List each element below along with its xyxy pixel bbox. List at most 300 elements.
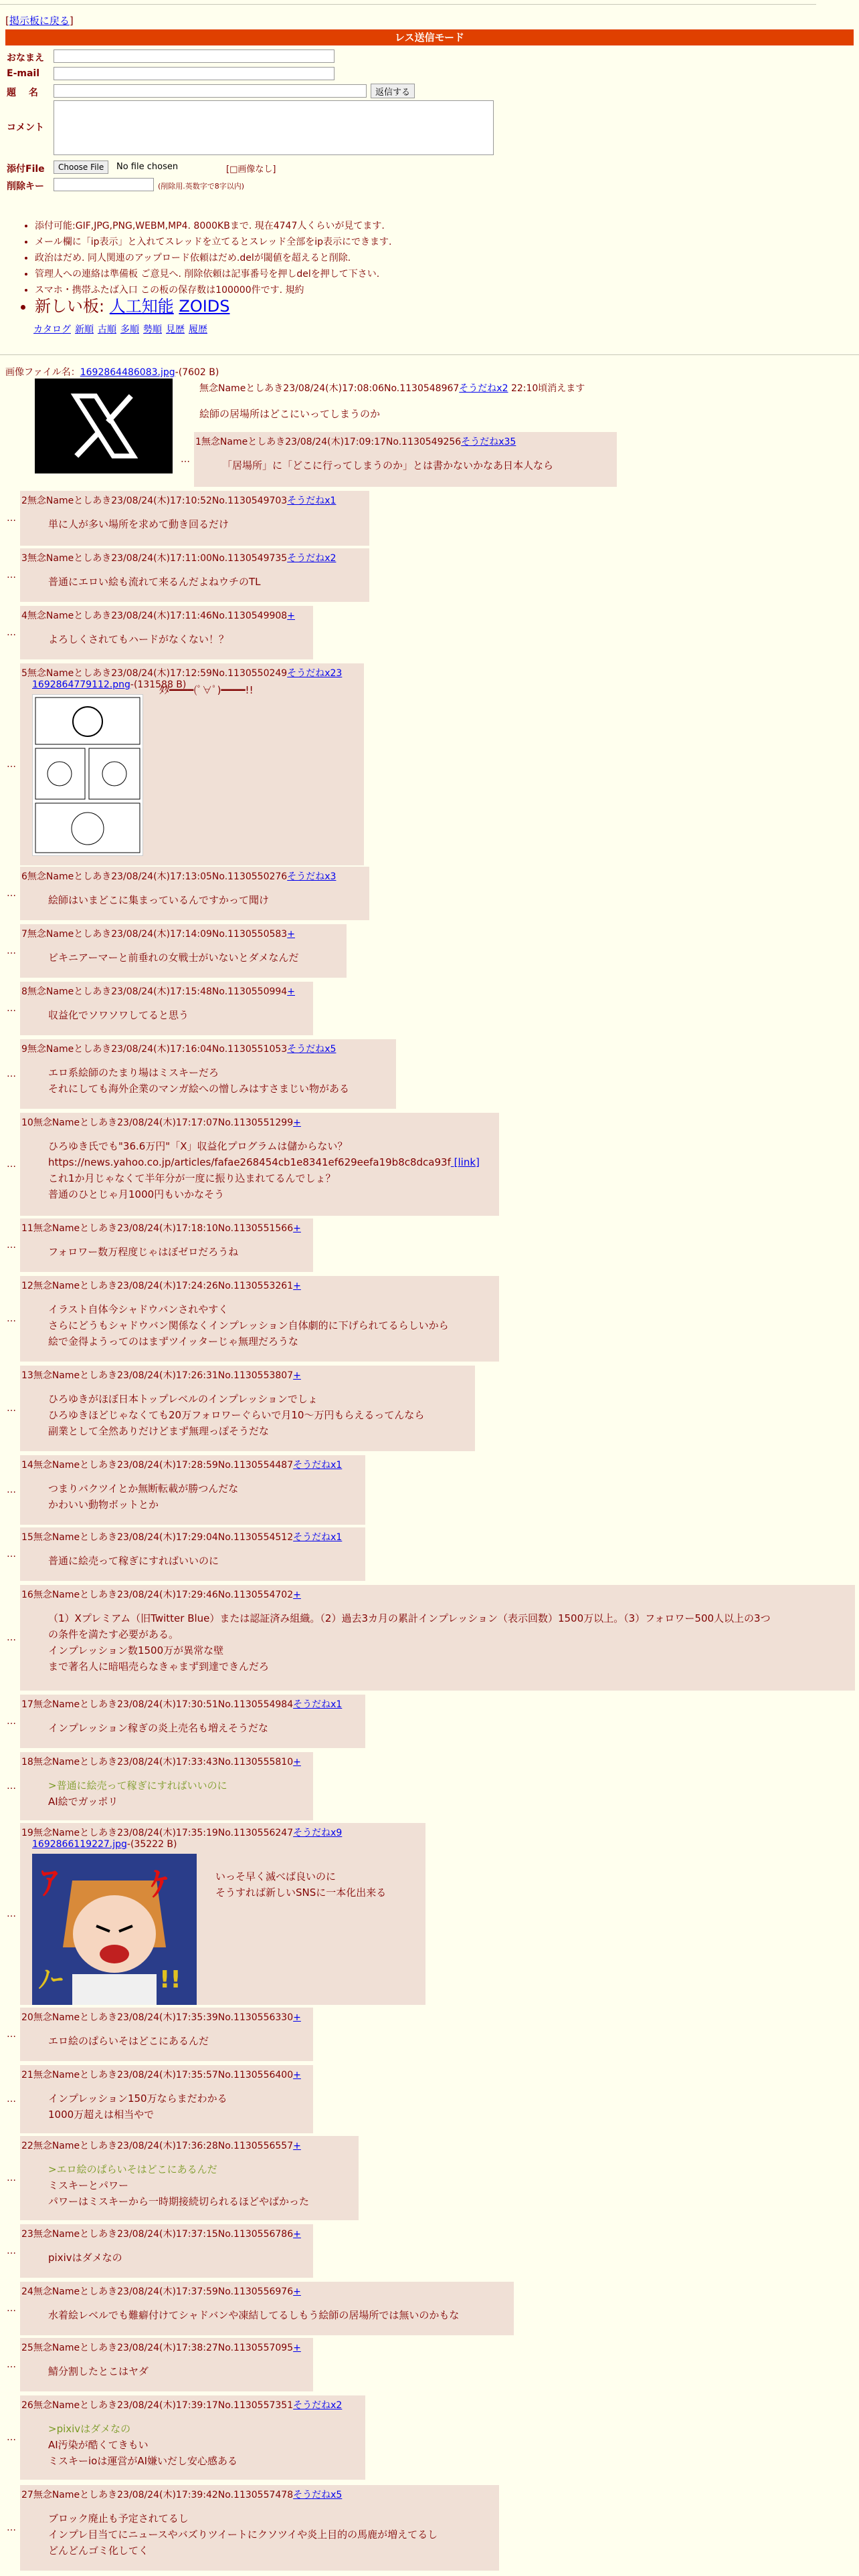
soudane-button[interactable]: そうだねx2: [293, 2400, 343, 2411]
sort-new-link[interactable]: 新順: [75, 324, 94, 335]
reply-header-text: 無念Nameとしあき23/08/24(木)17:14:09No.1130550583: [27, 929, 288, 940]
reply-header-text: 無念Nameとしあき23/08/24(木)17:29:04No.1130554512: [33, 1532, 294, 1543]
reply-header-text: 無念Nameとしあき23/08/24(木)17:35:39No.1130556330: [33, 2012, 294, 2023]
reply-header-text: 無念Nameとしあき23/08/24(木)17:09:17No.1130549256: [201, 437, 462, 447]
svg-text:!!: !!: [159, 1966, 181, 1994]
svg-text:ｹ: ｹ: [151, 1866, 168, 1903]
reply-header: [21, 1588, 850, 1601]
reply-post: [20, 1366, 475, 1451]
reply-body: [48, 574, 364, 590]
subject-field[interactable]: [54, 84, 367, 98]
note-item: • 政治はだめ. 同人関連のアップロード依頼はだめ.delが閾値を超えると削除.: [35, 250, 391, 266]
body-line: イラスト自体今シャドウバンされやすく: [48, 1303, 229, 1315]
new-board-ai-link[interactable]: 人工知能: [109, 297, 174, 316]
reply-post: [20, 2338, 313, 2391]
reply-body: [222, 457, 611, 473]
soudane-button[interactable]: そうだねx23: [287, 668, 343, 679]
body-line: つまりバクツイとか無断転載が勝つんだな: [48, 1483, 239, 1495]
no-image-checkbox[interactable]: [□画像なし]: [226, 165, 276, 175]
body-line: フォロワー数万程度じゃはぼゼロだろうね: [48, 1246, 239, 1258]
reply-body: [48, 1138, 494, 1202]
reply-number: 27: [21, 2490, 33, 2500]
body-line: これ1か月じゃなくて半年分が一度に振り込まれてるんでしょ？: [48, 1172, 336, 1184]
body-line: AI汚染が酷くてきもい: [48, 2439, 149, 2451]
reply-post: [20, 2065, 313, 2133]
reply-post: [20, 1695, 365, 1748]
reply-indent-dots: …: [7, 2173, 16, 2183]
reply-header: [21, 494, 364, 507]
history-link[interactable]: 履歴: [189, 324, 207, 335]
soudane-button[interactable]: そうだねx1: [293, 1460, 343, 1471]
viewed-history-link[interactable]: 見歴: [166, 324, 185, 335]
email-label: E-mail: [7, 68, 40, 79]
reply-indent-dots: …: [7, 2094, 16, 2105]
reply-indent-dots: …: [7, 2029, 16, 2040]
reply-header-text: 無念Nameとしあき23/08/24(木)17:29:46No.1130554702: [33, 1590, 294, 1600]
op-soudane-button[interactable]: そうだねx2: [459, 383, 508, 394]
reply-post: [20, 2136, 359, 2220]
reply-body: [48, 1301, 494, 1350]
soudane-button[interactable]: そうだねx35: [461, 437, 516, 447]
reply-indent-dots: …: [7, 1485, 16, 1495]
reply-body: [48, 631, 308, 647]
reply-header-text: 無念Nameとしあき23/08/24(木)17:17:07No.1130551299: [33, 1117, 294, 1128]
reply-indent-dots: …: [7, 2432, 16, 2443]
reply-header: [21, 1755, 308, 1768]
reply-header-text: 無念Nameとしあき23/08/24(木)17:38:27No.1130557095: [33, 2343, 294, 2353]
soudane-button[interactable]: そうだねx1: [287, 496, 337, 506]
reply-post: [20, 491, 369, 546]
body-line: いっそ早く滅べば良いのに: [215, 1870, 337, 1883]
reply-number: 6: [21, 871, 27, 882]
reply-header: [21, 2488, 494, 2501]
reply-number: 11: [21, 1223, 33, 1234]
reply-post: [20, 1752, 313, 1820]
reply-header-text: 無念Nameとしあき23/08/24(木)17:15:48No.1130550994: [27, 986, 288, 997]
quoted-line: >pixivはダメなの: [48, 2423, 131, 2435]
reply-header-text: 無念Nameとしあき23/08/24(木)17:39:42No.1130557478: [33, 2490, 294, 2500]
new-board-line: [35, 298, 391, 314]
reply-header-text: 無念Nameとしあき23/08/24(木)17:37:15No.1130556786: [33, 2229, 294, 2240]
reply-post: [20, 2008, 313, 2061]
soudane-button[interactable]: そうだねx5: [287, 1044, 337, 1055]
reply-header: [21, 609, 308, 622]
delkey-note: (削除用.英数字で8字以内): [158, 182, 245, 191]
reply-header: [21, 2398, 360, 2411]
reply-body: [215, 1868, 420, 1901]
soudane-button[interactable]: そうだねx2: [287, 553, 337, 564]
reply-indent-dots: …: [181, 454, 190, 465]
reply-header: [21, 1042, 391, 1055]
body-line: ブロック廃止も予定されてるし: [48, 2512, 189, 2525]
catalog-link[interactable]: カタログ: [33, 324, 71, 335]
soudane-button[interactable]: +: [287, 929, 295, 940]
back-to-board-link[interactable]: 掲示板に戻る: [9, 15, 70, 27]
reply-file-link[interactable]: 1692866119227.jpg: [32, 1839, 127, 1850]
body-line: 単に人が多い場所を求めて動き回るだけ: [48, 518, 229, 530]
body-line: 「居場所」に「どこに行ってしまうのか」とは書かないかなあ日本人なら: [222, 459, 554, 471]
body-line: インプレッション稼ぎの炎上売名も増えそうだな: [48, 1722, 268, 1734]
reply-number: 7: [21, 929, 27, 940]
reply-body: [159, 682, 359, 698]
anime-character-icon: [32, 1854, 197, 2005]
reply-form: [5, 48, 855, 194]
reply-header: [195, 435, 611, 448]
reply-indent-dots: …: [7, 513, 16, 524]
reply-number: 26: [21, 2400, 33, 2411]
op-file-info: [5, 365, 855, 379]
reply-indent-dots: …: [7, 570, 16, 580]
reply-header-text: 無念Nameとしあき23/08/24(木)17:24:26No.1130553261: [33, 1281, 294, 1291]
reply-indent-dots: …: [7, 1003, 16, 1014]
comic-panels-icon: [33, 695, 142, 855]
reply-body: [48, 2250, 308, 2266]
soudane-button[interactable]: そうだねx1: [293, 1699, 343, 1710]
reply-number: 25: [21, 2343, 33, 2353]
reply-number: 8: [21, 986, 27, 997]
reply-indent-dots: …: [7, 2246, 16, 2256]
body-line: 1000万超えは相当やで: [48, 2109, 155, 2121]
reply-body: [48, 2307, 508, 2323]
reply-indent-dots: …: [7, 759, 16, 770]
svg-text:ﾉｰ: ﾉｰ: [39, 1966, 63, 1994]
reply-number: 14: [21, 1460, 33, 1471]
external-link[interactable]: [link]: [450, 1156, 480, 1168]
no-file-text: No file chosen: [116, 162, 179, 172]
comment-row: [5, 100, 855, 159]
reply-body: [48, 1778, 308, 1810]
reply-header-text: 無念Nameとしあき23/08/24(木)17:37:59No.1130556976: [33, 2286, 294, 2297]
reply-indent-dots: …: [7, 888, 16, 899]
reply-header: [21, 1115, 494, 1129]
comic-thumbnail-image[interactable]: [32, 694, 143, 856]
soudane-button[interactable]: +: [293, 1590, 301, 1600]
reply-indent-dots: …: [7, 1403, 16, 1414]
body-line: エロ系絵師のたまり場はミスキーだろ: [48, 1067, 219, 1079]
note-item: • 管理人への連絡は準備板 ご意見へ. 削除依頼は記事番号を押しdelを押して下さい.: [35, 266, 391, 282]
soudane-button[interactable]: そうだねx1: [293, 1532, 343, 1543]
soudane-button[interactable]: +: [293, 2141, 301, 2151]
reply-mode-bar: レス送信モード: [5, 29, 854, 45]
reply-body: [48, 1553, 360, 1569]
soudane-button[interactable]: +: [293, 2012, 301, 2023]
body-line: それにしても海外企業のマンガ絵への憎しみはすさまじい物がある: [48, 1083, 350, 1095]
sort-momentum-link[interactable]: 勢順: [143, 324, 162, 335]
body-line: ひろゆき氏でも"36.6万円"「X」収益化プログラムは儲からない？: [48, 1140, 348, 1152]
reply-header-text: 無念Nameとしあき23/08/24(木)17:16:04No.1130551053: [27, 1044, 288, 1055]
reply-post: [20, 982, 313, 1035]
reply-header-text: 無念Nameとしあき23/08/24(木)17:12:59No.1130550249: [27, 668, 288, 679]
note-item: • メール欄に「ip表示」と入れてスレッドを立てるとスレッド全部をip表示にできます.: [35, 234, 391, 250]
reply-header: [21, 551, 364, 564]
reply-indent-dots: …: [7, 2303, 16, 2314]
reply-number: 15: [21, 1532, 33, 1543]
delete-key-field[interactable]: [54, 178, 154, 191]
back-link-wrap: [掲示板に戻る]: [5, 15, 74, 27]
name-field[interactable]: [54, 49, 335, 63]
op-image-x-logo[interactable]: [35, 379, 173, 473]
reply-number: 4: [21, 611, 27, 621]
reply-post: [20, 924, 347, 978]
soudane-button[interactable]: +: [293, 2070, 301, 2080]
soudane-button[interactable]: +: [293, 2343, 301, 2353]
body-line: さらにどうもシャドウバン関係なくインプレッション自体劇的に下げられてるらしいから: [48, 1319, 449, 1331]
email-row: [5, 66, 855, 83]
reply-indent-dots: …: [7, 1240, 16, 1251]
reply-header-text: 無念Nameとしあき23/08/24(木)17:13:05No.1130550276: [27, 871, 288, 882]
reply-header: [21, 1826, 420, 1839]
reply-post: [20, 1527, 365, 1581]
reply-indent-dots: …: [7, 1069, 16, 1079]
soudane-button[interactable]: そうだねx9: [293, 1828, 343, 1838]
reply-header: [21, 984, 308, 998]
reply-header-text: 無念Nameとしあき23/08/24(木)17:35:19No.1130556247: [33, 1828, 294, 1838]
reply-post: [20, 2282, 514, 2335]
note-item: • スマホ・携帯ふたば入口 この板の保存数は100000件です. 規約: [35, 282, 391, 298]
body-line: 絵師はいまどこに集まっているんですかって聞け: [48, 894, 270, 906]
reply-number: 21: [21, 2070, 33, 2080]
body-line: エロ絵のぱらいそはどこにあるんだ: [48, 2035, 209, 2047]
reply-indent-dots: …: [7, 627, 16, 638]
reply-indent-dots: …: [7, 1716, 16, 1727]
op-file-prefix: 画像ファイル名：: [5, 367, 80, 378]
body-line: よろしくされてもハードがなくない！？: [48, 633, 229, 645]
soudane-button[interactable]: そうだねx3: [287, 871, 337, 882]
body-line: ミスキーとパワー: [48, 2179, 129, 2191]
reply-post: [20, 2395, 365, 2480]
comment-textarea[interactable]: [54, 100, 494, 155]
reply-body: [48, 1610, 850, 1675]
reply-header: [21, 1279, 494, 1292]
svg-text:ｱ: ｱ: [41, 1864, 58, 1902]
soudane-button[interactable]: +: [293, 1370, 301, 1381]
reply-indent-dots: …: [7, 2359, 16, 2370]
body-line: 鯖分割したとこはヤダ: [48, 2365, 149, 2377]
reply-post: [20, 606, 313, 659]
reply-number: 24: [21, 2286, 33, 2297]
soudane-button[interactable]: +: [293, 2229, 301, 2240]
reply-number: 1: [195, 437, 201, 447]
body-line: 収益化でソワソワしてると思う: [48, 1009, 189, 1021]
reply-header-text: 無念Nameとしあき23/08/24(木)17:36:28No.1130556557: [33, 2141, 294, 2151]
reply-post: [194, 432, 617, 487]
quoted-line: >エロ絵のぱらいそはどこにあるんだ: [48, 2163, 217, 2175]
body-line: 副業として全然ありだけどまず無理っぽそうだな: [48, 1425, 270, 1437]
reply-header: [21, 2068, 308, 2081]
reply-body: [48, 516, 364, 532]
reply-number: 10: [21, 1117, 33, 1128]
soudane-button[interactable]: そうだねx5: [293, 2490, 343, 2500]
body-line: https://news.yahoo.co.jp/articles/fafae268454cb1e8341ef629eefa19b8c8dca93f [link]: [48, 1156, 480, 1168]
soudane-button[interactable]: +: [293, 2286, 301, 2297]
soudane-button[interactable]: +: [293, 1757, 301, 1767]
reply-body: [48, 2033, 308, 2049]
reply-body: [48, 2090, 308, 2123]
reply-number: 12: [21, 1281, 33, 1291]
body-line: かわいい動物ボットとか: [48, 1499, 159, 1511]
soudane-button[interactable]: +: [287, 986, 295, 997]
reply-body: [48, 1065, 391, 1097]
reply-header: [21, 1697, 360, 1711]
reply-header: [21, 1458, 360, 1471]
reply-file-info: [32, 679, 186, 690]
op-header: [199, 381, 585, 395]
reply-body: [48, 1244, 308, 1260]
reply-indent-dots: …: [7, 1159, 16, 1170]
new-board-zoids-link[interactable]: ZOIDS: [179, 297, 230, 316]
op-body: 絵師の居場所はどこにいってしまうのか: [199, 408, 381, 420]
reply-number: 2: [21, 496, 27, 506]
body-line: 絵で金得ようってのはまずツイッターじゃ無理だろうな: [48, 1335, 298, 1348]
top-rule: [0, 4, 816, 5]
body-line: ﾀﾀ━━━━(ﾟ∀ﾟ)━━━━!!: [159, 684, 254, 696]
reply-header-text: 無念Nameとしあき23/08/24(木)17:28:59No.1130554487: [33, 1460, 294, 1471]
reply-header-text: 無念Nameとしあき23/08/24(木)17:35:57No.1130556400: [33, 2070, 294, 2080]
comment-label: コメント: [7, 122, 44, 133]
new-board-prefix: 新しい板:: [35, 297, 105, 316]
reply-body: [48, 2421, 360, 2469]
reply-body: [48, 1481, 360, 1513]
op-post: [5, 365, 855, 420]
reply-post: [20, 1585, 855, 1691]
reply-body: [48, 2510, 494, 2559]
reply-post: [20, 548, 369, 602]
body-line: インプレッション150万ならまだわかる: [48, 2092, 227, 2105]
reply-indent-dots: …: [7, 1909, 16, 1919]
reply-indent-dots: …: [7, 1549, 16, 1560]
subject-row: [5, 83, 855, 100]
reply-header-text: 無念Nameとしあき23/08/24(木)17:10:52No.1130549703: [27, 496, 288, 506]
op-expire-text: 22:10頃消えます: [510, 383, 585, 394]
reply-header: [21, 1368, 470, 1382]
body-line: インプレッション数1500万が異常な壁: [48, 1644, 224, 1656]
body-line: まで著名人に暗唱売らなきゃまず到達できんだろ: [48, 1660, 270, 1673]
reply-post: [20, 867, 369, 920]
file-label: 添付File: [7, 164, 45, 175]
reply-post: [20, 663, 364, 865]
reply-indent-dots: …: [7, 1313, 16, 1324]
body-line: 水着絵レベルでも難癖付けてシャドバンや凍結してるしもう絵師の居場所では無いのかもな: [48, 2309, 460, 2321]
reply-header-text: 無念Nameとしあき23/08/24(木)17:26:31No.1130553807: [33, 1370, 294, 1381]
reply-post: [20, 1823, 425, 2005]
reply-header: [21, 927, 341, 940]
reply-file-size: -(35222 B): [126, 1839, 177, 1850]
reply-header: [21, 2227, 308, 2240]
reply-post: [20, 1113, 499, 1216]
reply-header: [21, 2284, 508, 2298]
quoted-line: >普通に絵売って稼ぎにすればいいのに: [48, 1780, 227, 1792]
soudane-button[interactable]: +: [293, 1281, 301, 1291]
soudane-button[interactable]: +: [293, 1223, 301, 1234]
body-line: 普通にエロい絵も流れて来るんだよねウチのTL: [48, 576, 261, 588]
reply-number: 20: [21, 2012, 33, 2023]
reply-header: [21, 2139, 353, 2152]
x-logo-icon: [70, 392, 138, 460]
reply-header: [21, 2010, 308, 2024]
reply-header: [21, 1221, 308, 1235]
reply-header: [21, 666, 359, 679]
op-file-link[interactable]: 1692864486083.jpg: [80, 367, 175, 378]
delkey-label: 削除キー: [7, 181, 44, 192]
reply-body: [48, 1720, 360, 1736]
email-field[interactable]: [54, 67, 335, 80]
soudane-button[interactable]: +: [287, 611, 295, 621]
body-line: ビキニアーマーと前垂れの女戦士がいないとダメなんだ: [48, 952, 299, 964]
file-row: [5, 159, 855, 177]
reply-number: 16: [21, 1590, 33, 1600]
reply-number: 5: [21, 668, 27, 679]
reply-indent-dots: …: [7, 946, 16, 956]
reply-post: [20, 1276, 499, 1362]
reply-number: 17: [21, 1699, 33, 1710]
body-line: ミスキーioは運営がAI嫌いだし安心感ある: [48, 2455, 238, 2467]
reply-body: [48, 950, 341, 966]
anime-thumbnail-image[interactable]: [32, 1854, 197, 2005]
reply-post: [20, 1039, 396, 1109]
reply-number: 23: [21, 2229, 33, 2240]
reply-indent-dots: …: [7, 1781, 16, 1792]
subject-label: 題 名: [7, 88, 38, 98]
sort-many-link[interactable]: 多順: [120, 324, 139, 335]
reply-header-text: 無念Nameとしあき23/08/24(木)17:30:51No.1130554984: [33, 1699, 294, 1710]
body-line: そうすれば新しいSNSに一本化出来る: [215, 1887, 387, 1899]
submit-reply-button[interactable]: 返信する: [371, 84, 415, 98]
body-line: どんどんゴミ化してく: [48, 2545, 149, 2557]
thread-separator: [0, 354, 859, 355]
reply-body: [48, 2161, 353, 2210]
body-line: インプレ目当てにニュースやバズりツイートにクソツイや炎上目的の馬鹿が増えてるし: [48, 2529, 438, 2541]
reply-header-text: 無念Nameとしあき23/08/24(木)17:18:10No.1130551566: [33, 1223, 294, 1234]
body-line: AI絵でガッポリ: [48, 1796, 118, 1808]
soudane-button[interactable]: +: [293, 1117, 301, 1128]
catalog-links: [33, 322, 211, 336]
body-line: ひろゆきほどじゃなくても20万フォロワーぐらいで月10〜万円もらえるってんなら: [48, 1409, 425, 1421]
reply-header: [21, 869, 364, 883]
reply-file-link[interactable]: 1692864779112.png: [32, 679, 130, 690]
reply-header-text: 無念Nameとしあき23/08/24(木)17:11:46No.1130549908: [27, 611, 288, 621]
name-label: おなまえ: [7, 53, 44, 64]
reply-post: [20, 1218, 313, 1272]
name-row: [5, 48, 855, 66]
reply-number: 9: [21, 1044, 27, 1055]
note-item: • 添付可能:GIF,JPG,PNG,WEBM,MP4. 8000KBまで. 現在4747人くらいが見てます.: [35, 218, 391, 234]
reply-number: 3: [21, 553, 27, 564]
body-line: 普通に絵売って稼ぎにすればいいのに: [48, 1555, 219, 1567]
reply-number: 22: [21, 2141, 33, 2151]
reply-body: [48, 1391, 470, 1439]
reply-body: [48, 1007, 308, 1023]
reply-header-text: 無念Nameとしあき23/08/24(木)17:11:00No.1130549735: [27, 553, 288, 564]
reply-file-size: -(131588 B): [130, 679, 187, 690]
sort-old-link[interactable]: 古順: [98, 324, 116, 335]
body-line: ひろゆきがほぼ日本トップレベルのインプレッションでしょ: [48, 1393, 318, 1405]
reply-number: 18: [21, 1757, 33, 1767]
body-line: 普通のひとじゃ月1000円もいかなそう: [48, 1188, 225, 1200]
reply-post: [20, 1455, 365, 1525]
reply-file-info: [32, 1839, 177, 1850]
choose-file-button[interactable]: Choose File: [54, 160, 108, 174]
reply-header: [21, 2341, 308, 2354]
op-header-text: 無念Nameとしあき23/08/24(木)17:08:06No.1130548967: [199, 383, 460, 394]
board-notes: [20, 218, 391, 314]
reply-body: [48, 2363, 308, 2379]
body-line: の条件を満たす必要がある。: [48, 1628, 179, 1640]
reply-indent-dots: …: [7, 1632, 16, 1643]
op-file-size: -(7602 B): [175, 367, 219, 378]
reply-number: 13: [21, 1370, 33, 1381]
reply-body: [48, 892, 364, 908]
body-line: （1）Xプレミアム（旧Twitter Blue）または認証済み組織。（2）過去3カ月の累計インプレッション（表示回数）1500万以上。（3）フォロワー500人以上の3つ: [48, 1612, 771, 1624]
